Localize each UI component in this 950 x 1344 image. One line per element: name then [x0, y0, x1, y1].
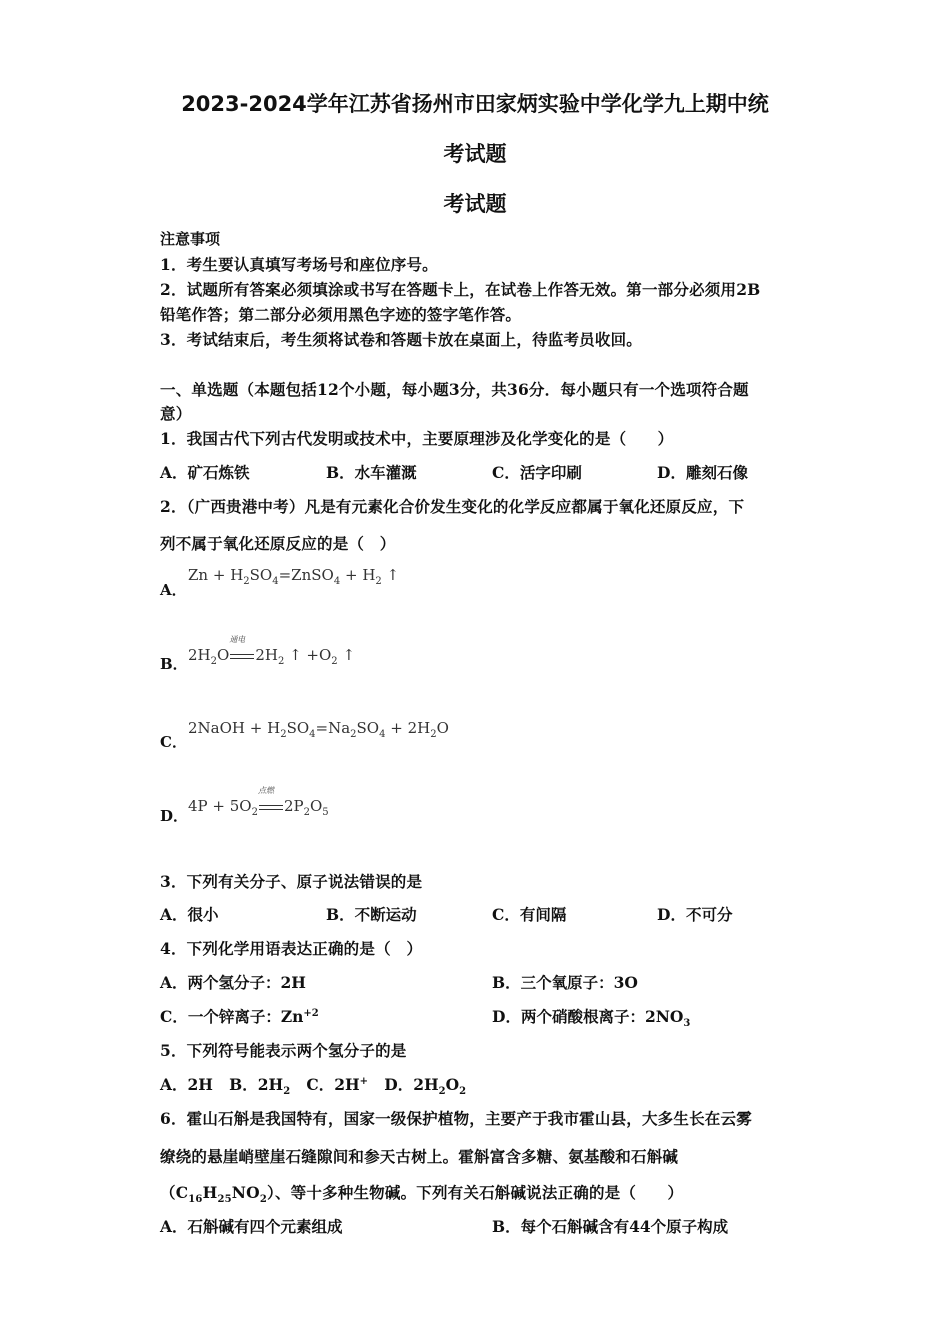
question-1-option-c: C．活字印刷: [492, 463, 582, 482]
question-2-equation-b: $2H_2O$ 通电 $2H_2$ ↑ $+O_2$ ↑: [188, 635, 356, 667]
question-2-equation-c: 2NaOH + $H_2SO_4=Na_2SO_4 + 2H_2O$: [188, 719, 449, 740]
question-5-option-a: A．2H: [160, 1075, 213, 1094]
notice-item-2-cont: 铅笔作答；第二部分必须用黑色字迹的签字笔作答。: [160, 305, 522, 324]
question-2-option-a-label: A．: [160, 581, 187, 599]
question-6-option-b: B．每个石斛碱含有44个原子构成: [492, 1217, 729, 1236]
question-3-stem: 3．下列有关分子、原子说法错误的是: [160, 872, 423, 891]
question-3-option-a: A．很小: [160, 905, 219, 924]
question-5-options: [160, 1073, 466, 1097]
question-2-stem-cont: 列不属于氧化还原反应的是（ ）: [160, 534, 396, 553]
question-5-option-b: B．$2H_2$: [229, 1075, 291, 1098]
section-heading: 一、单选题（本题包括12个小题，每小题3分，共36分．每小题只有一个选项符合题: [160, 380, 749, 399]
notice-item-3: 3．考试结束后，考生须将试卷和答题卡放在桌面上，待监考员收回。: [160, 330, 642, 349]
question-6-stem-cont: 缭绕的悬崖峭壁崖石缝隙间和参天古树上。霍斛富含多糖、氨基酸和石斛碱: [160, 1147, 679, 1166]
question-1-option-b: B．水车灌溉: [326, 463, 417, 482]
question-2-option-b-label: B．: [160, 655, 188, 673]
page-title-line-1: 2023-2024学年江苏省扬州市田家炳实验中学化学九上期中统: [181, 92, 769, 116]
question-4-option-c: C．一个锌离子：$Zn^{+2}$: [160, 1007, 319, 1026]
question-2-equation-a: $Zn + H_2SO_4=ZnSO_4 + H_2$ ↑: [188, 566, 400, 587]
question-6-stem-formula-line: $(C_{16}H_{25}NO_2)$、等十多种生物碱。下列有关石斛碱说法正确的是（ ）: [160, 1183, 684, 1206]
question-5-stem: 5．下列符号能表示两个氢分子的是: [160, 1041, 407, 1060]
question-3-option-c: C．有间隔: [492, 905, 567, 924]
question-1-option-d: D．雕刻石像: [657, 463, 748, 482]
page-subtitle: 考试题: [443, 192, 507, 216]
question-2-option-c-label: C．: [160, 733, 187, 751]
page-title-line-2: 考试题: [443, 142, 507, 166]
question-6-stem: 6．霍山石斛是我国特有，国家一级保护植物，主要产于我市霍山县，大多生长在云雾: [160, 1109, 752, 1128]
question-3-option-b: B．不断运动: [326, 905, 417, 924]
equals-sign: [230, 654, 254, 659]
question-5-option-c: C．2H+: [306, 1075, 369, 1094]
question-5-option-d: D．$2H_2O_2$: [384, 1075, 467, 1098]
question-4-option-d: D．两个硝酸根离子：$2NO_3$: [492, 1007, 691, 1030]
reaction-condition-label: 通电: [229, 635, 246, 644]
question-2-option-d-label: D．: [160, 807, 189, 825]
question-4-option-a: A．两个氢分子：2H: [160, 973, 306, 992]
question-6-option-a: A．石斛碱有四个元素组成: [160, 1217, 343, 1236]
notice-item-2: 2．试题所有答案必须填涂或书写在答题卡上，在试卷上作答无效。第一部分必须用2B: [160, 280, 761, 299]
question-4-stem: 4．下列化学用语表达正确的是（ ）: [160, 939, 423, 958]
equals-sign: [259, 805, 283, 810]
notice-heading: 注意事项: [160, 230, 221, 248]
section-heading-cont: 意）: [160, 404, 192, 423]
notice-item-1: 1．考生要认真填写考场号和座位序号。: [160, 255, 438, 274]
question-1-stem: 1．我国古代下列古代发明或技术中，主要原理涉及化学变化的是（ ）: [160, 429, 674, 448]
question-2-equation-d: $4P + 5O_2$ 点燃 $2P_2O_5$: [188, 786, 329, 818]
question-3-option-d: D．不可分: [657, 905, 733, 924]
question-4-option-b: B．三个氧原子：3O: [492, 973, 638, 992]
reaction-condition-label: 点燃: [257, 786, 274, 795]
question-2-stem: 2．（广西贵港中考）凡是有元素化合价发生变化的化学反应都属于氧化还原反应，下: [160, 497, 745, 516]
question-1-option-a: A．矿石炼铁: [160, 463, 250, 482]
